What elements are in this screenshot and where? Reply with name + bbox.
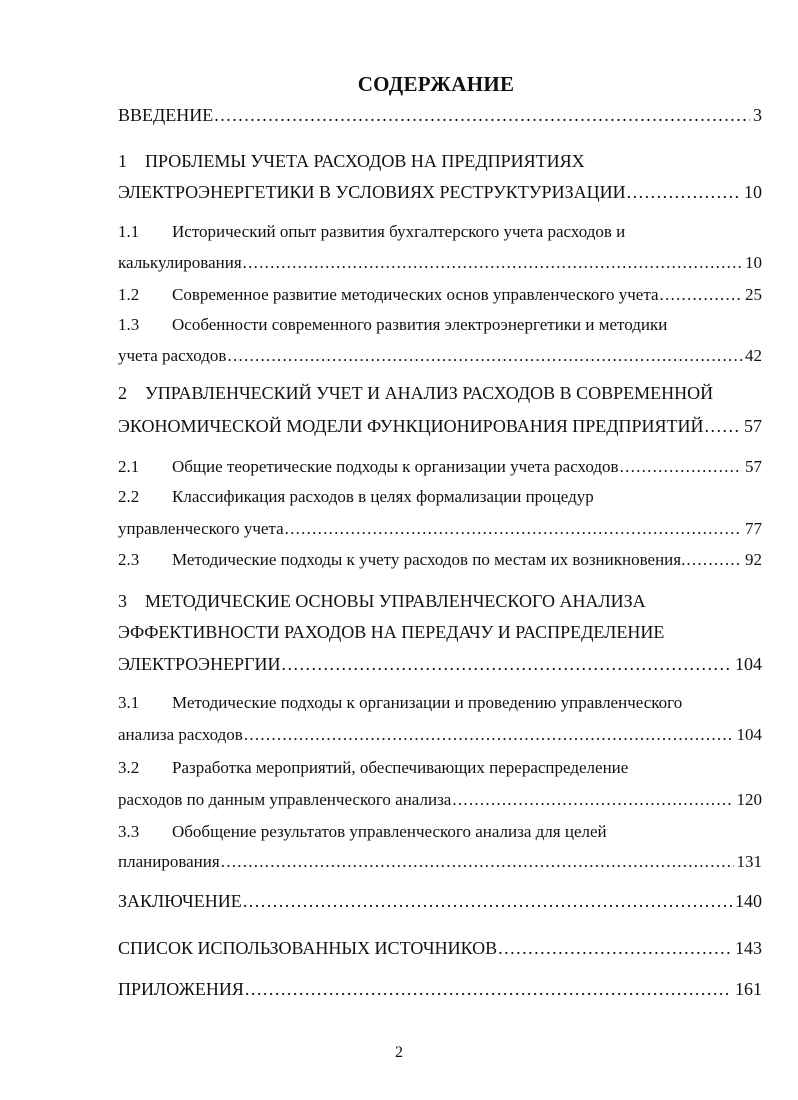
leader-dots: [686, 549, 742, 571]
toc-entry-page: 57: [745, 457, 762, 476]
section-title: Методические подходы к учету расходов по местам их возникновения.: [172, 550, 686, 569]
leader-dots: [244, 724, 734, 746]
section-number: 2.1: [118, 457, 140, 476]
section-title-line: Методические подходы к организации и проведению управленческого: [172, 693, 683, 712]
toc-section-2-3[interactable]: [118, 549, 762, 571]
chapter-title-line: МЕТОДИЧЕСКИЕ ОСНОВЫ УПРАВЛЕНЧЕСКОГО АНАЛИЗА: [145, 591, 646, 611]
leader-dots: [660, 284, 742, 306]
section-title-line: учета расходов: [118, 346, 227, 365]
leader-dots: [221, 851, 734, 873]
leader-dots: [452, 789, 733, 811]
toc-entry-text: ПРИЛОЖЕНИЯ: [118, 979, 244, 999]
toc-section-1-2[interactable]: [118, 284, 762, 306]
leader-dots: [245, 978, 732, 1000]
toc-section-2-2-heading[interactable]: [118, 486, 762, 508]
section-number: 3.3: [118, 822, 140, 841]
leader-dots: [243, 890, 732, 912]
toc-chapter-3-heading[interactable]: [118, 590, 762, 612]
toc-chapter-2-end[interactable]: [118, 415, 762, 437]
toc-entry-sources[interactable]: [118, 937, 762, 959]
toc-entry-page: 104: [735, 654, 762, 674]
toc-entry-page: 161: [735, 979, 762, 999]
toc-entry-text: ВВЕДЕНИЕ: [118, 105, 214, 125]
chapter-title-line: ПРОБЛЕМЫ УЧЕТА РАСХОДОВ НА ПРЕДПРИЯТИЯХ: [145, 151, 585, 171]
leader-dots: [705, 415, 741, 437]
toc-section-1-1-end[interactable]: [118, 252, 762, 274]
toc-chapter-3-line-2[interactable]: [118, 621, 762, 643]
leader-dots: [285, 518, 742, 540]
toc-title: СОДЕРЖАНИЕ: [357, 72, 515, 96]
chapter-title-line: ЭЛЕКТРОЭНЕРГЕТИКИ В УСЛОВИЯХ РЕСТРУКТУРИЗАЦИИ: [118, 182, 626, 202]
section-title-line: анализа расходов: [118, 725, 243, 744]
toc-section-3-2-heading[interactable]: [118, 757, 762, 779]
leader-dots: [214, 104, 750, 126]
section-title-line: управленческого учета: [118, 519, 284, 538]
leader-dots: [627, 181, 741, 203]
page-number: 2: [395, 1044, 403, 1061]
section-title-line: расходов по данным управленческого анализа: [118, 790, 452, 809]
toc-section-1-1-heading[interactable]: [118, 221, 762, 243]
section-number: 1.1: [118, 222, 140, 241]
section-number: 3.1: [118, 693, 140, 712]
toc-section-3-1-end[interactable]: [118, 724, 762, 746]
chapter-title-line: ЭКОНОМИЧЕСКОЙ МОДЕЛИ ФУНКЦИОНИРОВАНИЯ ПРЕДПРИЯТИЙ: [118, 416, 704, 436]
chapter-title-line: ЭФФЕКТИВНОСТИ РАХОДОВ НА ПЕРЕДАЧУ И РАСПРЕДЕЛЕНИЕ: [118, 622, 665, 642]
toc-entry-page: 3: [753, 105, 762, 125]
toc-entry-page: 143: [735, 938, 762, 958]
section-title-line: калькулирования: [118, 253, 242, 272]
chapter-number: 3: [118, 591, 127, 611]
toc-section-2-1[interactable]: [118, 456, 762, 478]
toc-section-1-3-end[interactable]: [118, 345, 762, 367]
chapter-number: 1: [118, 151, 127, 171]
toc-entry-appendix[interactable]: [118, 978, 762, 1000]
section-title-line: Обобщение результатов управленческого анализа для целей: [172, 822, 607, 841]
toc-entry-page: 131: [736, 852, 762, 871]
toc-section-2-2-end[interactable]: [118, 518, 762, 540]
chapter-title-line: УПРАВЛЕНЧЕСКИЙ УЧЕТ И АНАЛИЗ РАСХОДОВ В СОВРЕМЕННОЙ: [145, 383, 714, 403]
section-number: 3.2: [118, 758, 140, 777]
toc-entry-text: ЗАКЛЮЧЕНИЕ: [118, 891, 242, 911]
section-number: 1.3: [118, 315, 140, 334]
toc-entry-page: 25: [745, 285, 762, 304]
leader-dots: [281, 653, 732, 675]
section-number: 2.3: [118, 550, 140, 569]
toc-entry-page: 42: [745, 346, 762, 365]
toc-entry-page: 77: [745, 519, 762, 538]
toc-chapter-1-heading[interactable]: [118, 150, 762, 172]
toc-entry-page: 104: [736, 725, 762, 744]
toc-entry-page: 140: [735, 891, 762, 911]
toc-entry-text: СПИСОК ИСПОЛЬЗОВАННЫХ ИСТОЧНИКОВ: [118, 938, 498, 958]
toc-chapter-1-end[interactable]: [118, 181, 762, 203]
toc-entry-intro[interactable]: [118, 104, 762, 126]
toc-entry-page: 120: [736, 790, 762, 809]
toc-entry-page: 92: [745, 550, 762, 569]
toc-entry-page: 57: [744, 416, 762, 436]
toc-entry-conclusion[interactable]: [118, 890, 762, 912]
section-title-line: планирования: [118, 852, 220, 871]
toc-section-1-3-heading[interactable]: [118, 314, 762, 336]
toc-entry-page: 10: [744, 182, 762, 202]
toc-section-3-2-end[interactable]: [118, 789, 762, 811]
leader-dots: [620, 456, 742, 478]
toc-chapter-3-end[interactable]: [118, 653, 762, 675]
leader-dots: [243, 252, 742, 274]
leader-dots: [227, 345, 742, 367]
toc-section-3-3-heading[interactable]: [118, 821, 762, 843]
toc-section-3-1-heading[interactable]: [118, 692, 762, 714]
toc-chapter-2-heading[interactable]: [118, 382, 762, 404]
section-title-line: Исторический опыт развития бухгалтерского учета расходов и: [172, 222, 626, 241]
toc-section-3-3-end[interactable]: [118, 851, 762, 873]
section-title-line: Классификация расходов в целях формализации процедур: [172, 487, 594, 506]
section-number: 2.2: [118, 487, 140, 506]
toc-entry-page: 10: [745, 253, 762, 272]
section-title-line: Особенности современного развития электроэнергетики и методики: [172, 315, 668, 334]
section-title: Современное развитие методических основ управленческого учета: [172, 285, 659, 304]
leader-dots: [498, 937, 732, 959]
chapter-number: 2: [118, 383, 127, 403]
section-title-line: Разработка мероприятий, обеспечивающих перераспределение: [172, 758, 629, 777]
chapter-title-line: ЭЛЕКТРОЭНЕРГИИ: [118, 654, 281, 674]
section-number: 1.2: [118, 285, 140, 304]
section-title: Общие теоретические подходы к организации учета расходов: [172, 457, 619, 476]
